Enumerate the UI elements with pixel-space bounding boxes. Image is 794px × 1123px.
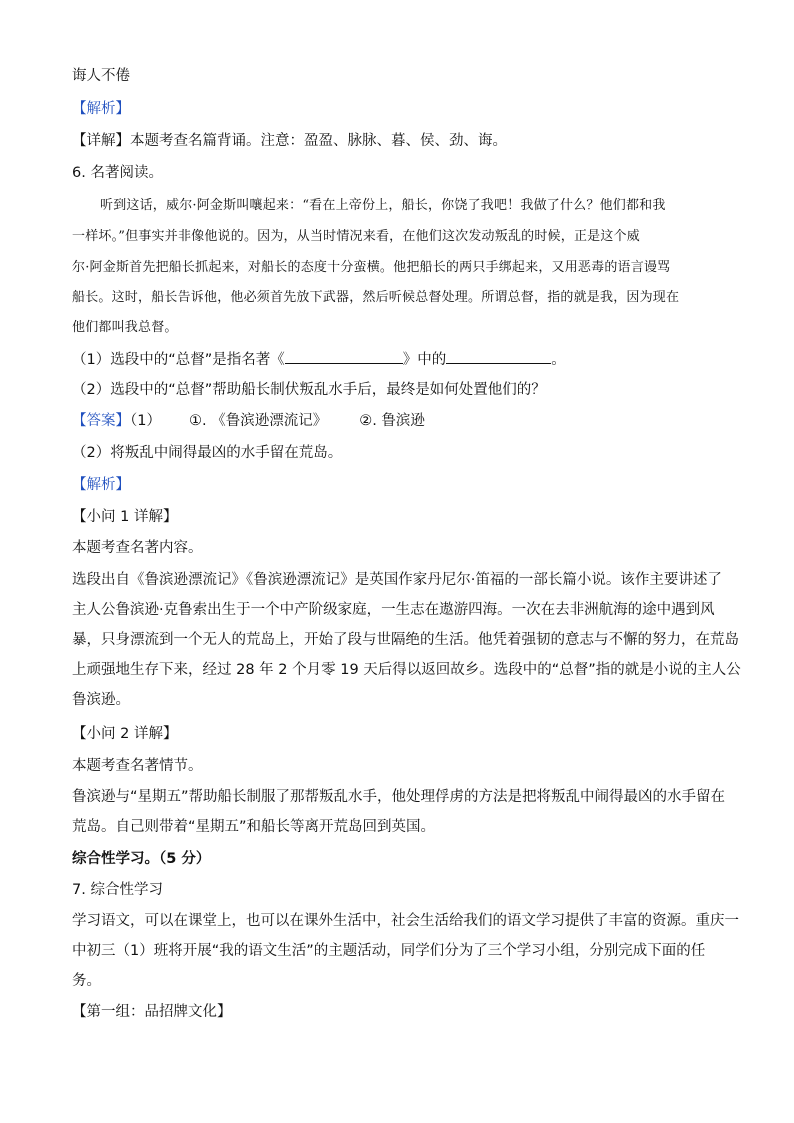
paragraph-line: 鲁滨逊。 [72,692,130,708]
analysis-heading: 【解析】 [72,477,130,493]
paragraph: 本题考查名著内容。 [72,540,203,556]
answer-blank [285,349,403,364]
paragraph-line: 学习语文，可以在课堂上，也可以在课外生活中，社会生活给我们的语文学习提供了丰富的资源。重庆一 [72,913,739,929]
question-6-title: 6. 名著阅读。 [72,165,163,181]
excerpt-line: 听到这话，威尔·阿金斯叫嚷起来：“看在上帝份上，船长，你饶了我吧！我做了什么？他们都和我 [100,198,666,213]
analysis-heading: 【解析】 [72,101,130,117]
excerpt-line: 他们都叫我总督。 [72,320,178,335]
answer-part: （1） [130,413,161,429]
answer-part: ②. 鲁滨逊 [359,413,425,429]
answer-line-2: （2）将叛乱中闹得最凶的水手留在荒岛。 [72,445,343,461]
detail-explanation: 【详解】本题考查名篇背诵。注意：盈盈、脉脉、暮、侯、劲、诲。 [72,133,507,149]
answer-line [72,411,425,431]
paragraph-line: 务。 [72,973,101,989]
paragraph-line: 暴，只身漂流到一个无人的荒岛上，开始了段与世隔绝的生活。他凭着强韧的意志与不懈的努力，在荒岛 [72,632,739,648]
excerpt-line: 尔·阿金斯首先把船长抓起来，对船长的态度十分蛮横。他把船长的两只手绑起来，又用恶毒的语言谩骂 [72,260,671,275]
sub-question-detail-heading: 【小问 2 详解】 [72,726,178,742]
answer-text: 诲人不倦 [72,68,130,84]
paragraph-line: 荒岛。自己则带着“星期五”和船长等离开荒岛回到英国。 [72,819,436,835]
paragraph-line: 上顽强地生存下来，经过 28 年 2 个月零 19 天后得以返回故乡。选段中的“总督”指的就是小说的主人公 [72,662,741,678]
answer-heading: 【答案】 [72,413,130,429]
section-heading: 综合性学习。（5 分） [72,851,211,867]
paragraph-line: 选段出自《鲁滨逊漂流记》《鲁滨逊漂流记》是英国作家丹尼尔·笛福的一部长篇小说。该作主要讲述了 [72,572,722,588]
sub-question-1 [72,349,566,370]
excerpt-line: 船长。这时，船长告诉他，他必须首先放下武器，然后听候总督处理。所谓总督，指的就是我，因为现在 [72,290,680,305]
paragraph-line: 鲁滨逊与“星期五”帮助船长制服了那帮叛乱水手，他处理俘虏的方法是把将叛乱中闹得最凶的水手留在 [72,789,726,805]
paragraph-line: 中初三（1）班将开展“我的语文生活”的主题活动，同学们分为了三个学习小组，分别完成下面的任 [72,943,706,959]
sub-question-1-part: 》中的 [402,352,447,368]
paragraph: 本题考查名著情节。 [72,758,203,774]
answer-blank [446,349,551,364]
group-heading: 【第一组：品招牌文化】 [72,1004,232,1020]
paragraph-line: 主人公鲁滨逊·克鲁索出生于一个中产阶级家庭，一生志在遨游四海。一次在去非洲航海的途中遇到风 [72,602,715,618]
sub-question-1-part: （1）选段中的“总督”是指名著《 [72,352,285,368]
question-7-title: 7. 综合性学习 [72,882,163,898]
answer-part: ①. 《鲁滨逊漂流记》 [188,413,328,429]
sub-question-1-part: 。 [551,352,566,368]
sub-question-2: （2）选段中的“总督”帮助船长制伏叛乱水手后，最终是如何处置他们的？ [72,382,546,398]
excerpt-line: 一样坏。”但事实并非像他说的。因为，从当时情况来看，在他们这次发动叛乱的时候，正是这个威 [72,229,640,244]
sub-question-detail-heading: 【小问 1 详解】 [72,509,178,525]
